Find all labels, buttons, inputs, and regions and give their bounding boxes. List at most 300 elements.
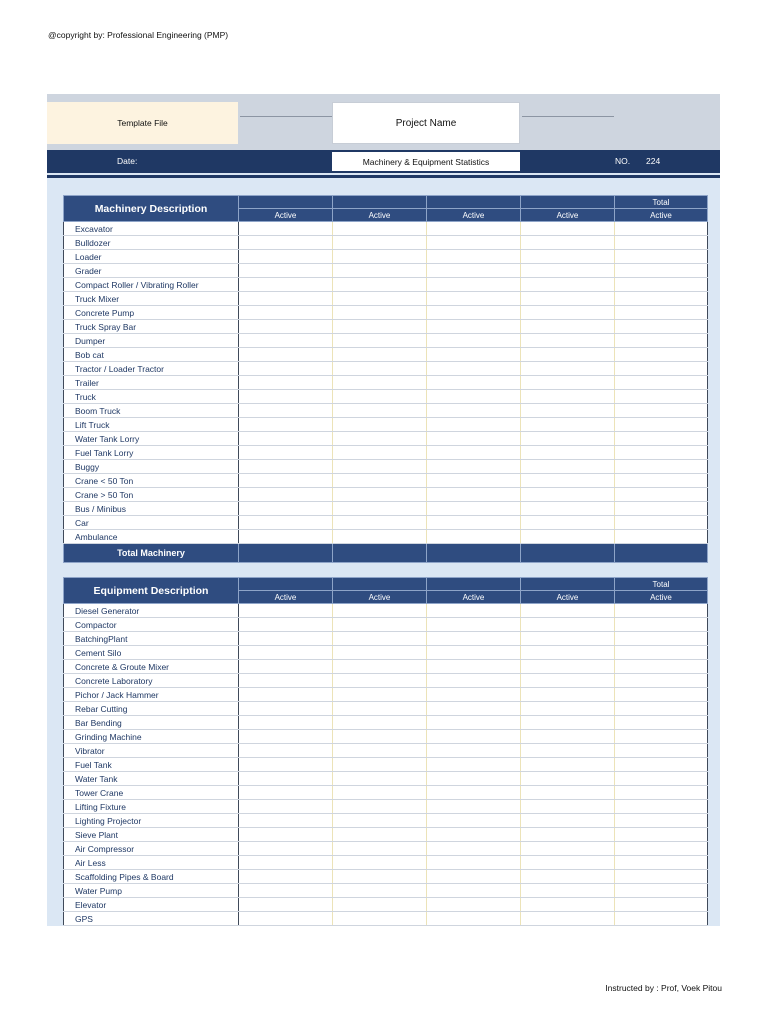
active-cell[interactable] bbox=[239, 744, 333, 758]
table-row bbox=[64, 306, 708, 320]
active-cell[interactable] bbox=[521, 660, 615, 674]
active-cell[interactable] bbox=[333, 884, 427, 898]
active-cell[interactable] bbox=[239, 530, 333, 544]
active-cell[interactable] bbox=[333, 348, 427, 362]
active-cell[interactable] bbox=[521, 884, 615, 898]
active-cell[interactable] bbox=[333, 758, 427, 772]
total-cell[interactable] bbox=[427, 544, 521, 563]
total-active-cell[interactable] bbox=[615, 278, 708, 292]
active-cell[interactable] bbox=[333, 446, 427, 460]
active-cell[interactable] bbox=[427, 842, 521, 856]
active-cell[interactable] bbox=[239, 912, 333, 926]
total-active-cell[interactable] bbox=[615, 404, 708, 418]
total-active-cell[interactable] bbox=[615, 488, 708, 502]
template-file-cell[interactable]: Template File bbox=[47, 102, 238, 144]
active-cell[interactable] bbox=[333, 800, 427, 814]
active-cell[interactable] bbox=[521, 744, 615, 758]
active-header: Active bbox=[521, 591, 615, 604]
total-active-cell[interactable] bbox=[615, 856, 708, 870]
active-cell[interactable] bbox=[427, 856, 521, 870]
row-description: Lifting Fixture bbox=[64, 800, 239, 814]
active-cell[interactable] bbox=[521, 348, 615, 362]
active-cell[interactable] bbox=[427, 264, 521, 278]
date-label: Date: bbox=[117, 156, 138, 166]
active-cell[interactable] bbox=[521, 702, 615, 716]
table-row bbox=[64, 646, 708, 660]
active-cell[interactable] bbox=[521, 222, 615, 236]
total-active-cell[interactable] bbox=[615, 758, 708, 772]
active-cell[interactable] bbox=[239, 404, 333, 418]
row-description: Scaffolding Pipes & Board bbox=[64, 870, 239, 884]
active-cell[interactable] bbox=[239, 632, 333, 646]
active-cell[interactable] bbox=[239, 390, 333, 404]
total-cell[interactable] bbox=[333, 544, 427, 563]
active-cell[interactable] bbox=[521, 842, 615, 856]
active-cell[interactable] bbox=[239, 674, 333, 688]
active-cell[interactable] bbox=[333, 264, 427, 278]
active-cell[interactable] bbox=[333, 418, 427, 432]
total-active-cell[interactable] bbox=[615, 842, 708, 856]
active-cell[interactable] bbox=[333, 898, 427, 912]
active-cell[interactable] bbox=[521, 292, 615, 306]
active-cell[interactable] bbox=[521, 646, 615, 660]
active-cell[interactable] bbox=[333, 488, 427, 502]
row-description: Bulldozer bbox=[64, 236, 239, 250]
active-cell[interactable] bbox=[521, 618, 615, 632]
row-description: Dumper bbox=[64, 334, 239, 348]
active-cell[interactable] bbox=[239, 460, 333, 474]
active-cell[interactable] bbox=[521, 306, 615, 320]
active-cell[interactable] bbox=[333, 814, 427, 828]
active-cell[interactable] bbox=[427, 814, 521, 828]
active-cell[interactable] bbox=[521, 264, 615, 278]
active-cell[interactable] bbox=[239, 842, 333, 856]
active-cell[interactable] bbox=[427, 702, 521, 716]
active-cell[interactable] bbox=[239, 376, 333, 390]
active-cell[interactable] bbox=[239, 716, 333, 730]
row-description: Rebar Cutting bbox=[64, 702, 239, 716]
active-cell[interactable] bbox=[333, 432, 427, 446]
active-cell[interactable] bbox=[239, 646, 333, 660]
row-description: Lift Truck bbox=[64, 418, 239, 432]
active-cell[interactable] bbox=[427, 502, 521, 516]
active-cell[interactable] bbox=[333, 516, 427, 530]
active-cell[interactable] bbox=[239, 348, 333, 362]
total-active-cell[interactable] bbox=[615, 772, 708, 786]
header-cell bbox=[521, 578, 615, 591]
active-cell[interactable] bbox=[427, 828, 521, 842]
active-cell[interactable] bbox=[521, 786, 615, 800]
active-cell[interactable] bbox=[521, 376, 615, 390]
row-description: Loader bbox=[64, 250, 239, 264]
total-active-cell[interactable] bbox=[615, 828, 708, 842]
active-cell[interactable] bbox=[427, 432, 521, 446]
table-row bbox=[64, 842, 708, 856]
row-description: Compact Roller / Vibrating Roller bbox=[64, 278, 239, 292]
active-cell[interactable] bbox=[239, 800, 333, 814]
active-cell[interactable] bbox=[239, 488, 333, 502]
table-row bbox=[64, 418, 708, 432]
active-cell[interactable] bbox=[239, 502, 333, 516]
total-active-cell[interactable] bbox=[615, 446, 708, 460]
row-description: Sieve Plant bbox=[64, 828, 239, 842]
active-cell[interactable] bbox=[521, 758, 615, 772]
active-cell[interactable] bbox=[521, 474, 615, 488]
active-cell[interactable] bbox=[521, 800, 615, 814]
total-active-cell[interactable] bbox=[615, 744, 708, 758]
table-row bbox=[64, 660, 708, 674]
total-active-cell[interactable] bbox=[615, 222, 708, 236]
total-active-cell[interactable] bbox=[615, 660, 708, 674]
active-cell[interactable] bbox=[239, 474, 333, 488]
total-active-cell[interactable] bbox=[615, 870, 708, 884]
active-cell[interactable] bbox=[521, 828, 615, 842]
active-cell[interactable] bbox=[333, 716, 427, 730]
active-cell[interactable] bbox=[427, 912, 521, 926]
table-row bbox=[64, 702, 708, 716]
active-cell[interactable] bbox=[239, 222, 333, 236]
active-cell[interactable] bbox=[427, 516, 521, 530]
active-cell[interactable] bbox=[427, 376, 521, 390]
table-row bbox=[64, 898, 708, 912]
active-cell[interactable] bbox=[239, 334, 333, 348]
table-row bbox=[64, 404, 708, 418]
active-cell[interactable] bbox=[427, 898, 521, 912]
active-cell[interactable] bbox=[239, 604, 333, 618]
active-cell[interactable] bbox=[239, 264, 333, 278]
active-cell[interactable] bbox=[521, 516, 615, 530]
row-description: Diesel Generator bbox=[64, 604, 239, 618]
row-description: Fuel Tank Lorry bbox=[64, 446, 239, 460]
active-cell[interactable] bbox=[521, 856, 615, 870]
active-cell[interactable] bbox=[333, 842, 427, 856]
total-active-cell[interactable] bbox=[615, 730, 708, 744]
active-cell[interactable] bbox=[239, 362, 333, 376]
row-description: Crane > 50 Ton bbox=[64, 488, 239, 502]
active-cell[interactable] bbox=[333, 362, 427, 376]
active-cell[interactable] bbox=[333, 250, 427, 264]
total-active-cell[interactable] bbox=[615, 306, 708, 320]
active-cell[interactable] bbox=[239, 278, 333, 292]
active-cell[interactable] bbox=[521, 772, 615, 786]
instructor-credit: Instructed by : Prof, Voek Pitou bbox=[605, 983, 722, 993]
row-description: Bus / Minibus bbox=[64, 502, 239, 516]
active-cell[interactable] bbox=[427, 758, 521, 772]
active-cell[interactable] bbox=[521, 404, 615, 418]
active-cell[interactable] bbox=[333, 334, 427, 348]
table-row bbox=[64, 460, 708, 474]
active-cell[interactable] bbox=[427, 292, 521, 306]
active-cell[interactable] bbox=[333, 404, 427, 418]
active-cell[interactable] bbox=[239, 446, 333, 460]
total-active-cell[interactable] bbox=[615, 716, 708, 730]
active-cell[interactable] bbox=[521, 432, 615, 446]
table-row bbox=[64, 278, 708, 292]
total-cell[interactable] bbox=[615, 544, 708, 563]
total-active-cell[interactable] bbox=[615, 884, 708, 898]
active-cell[interactable] bbox=[333, 646, 427, 660]
active-cell[interactable] bbox=[333, 474, 427, 488]
copyright-text: @copyright by: Professional Engineering (PMP) bbox=[48, 30, 229, 40]
table-row bbox=[64, 800, 708, 814]
active-cell[interactable] bbox=[239, 660, 333, 674]
total-header: Total bbox=[615, 578, 708, 591]
total-active-cell[interactable] bbox=[615, 800, 708, 814]
active-cell[interactable] bbox=[239, 236, 333, 250]
total-active-cell[interactable] bbox=[615, 264, 708, 278]
active-cell[interactable] bbox=[521, 390, 615, 404]
machinery-description-header: Machinery Description bbox=[64, 196, 239, 222]
active-cell[interactable] bbox=[521, 502, 615, 516]
active-cell[interactable] bbox=[333, 674, 427, 688]
active-cell[interactable] bbox=[427, 334, 521, 348]
table-row bbox=[64, 516, 708, 530]
active-cell[interactable] bbox=[239, 870, 333, 884]
row-description: Bar Bending bbox=[64, 716, 239, 730]
active-cell[interactable] bbox=[427, 604, 521, 618]
top-band bbox=[47, 94, 720, 150]
row-description: Grinding Machine bbox=[64, 730, 239, 744]
active-cell[interactable] bbox=[521, 632, 615, 646]
active-cell[interactable] bbox=[521, 320, 615, 334]
total-active-cell[interactable] bbox=[615, 390, 708, 404]
active-cell[interactable] bbox=[427, 674, 521, 688]
active-cell[interactable] bbox=[521, 278, 615, 292]
total-active-cell[interactable] bbox=[615, 530, 708, 544]
active-header: Active bbox=[239, 209, 333, 222]
total-active-cell[interactable] bbox=[615, 632, 708, 646]
active-cell[interactable] bbox=[239, 884, 333, 898]
active-cell[interactable] bbox=[333, 618, 427, 632]
table-row bbox=[64, 292, 708, 306]
total-active-cell[interactable] bbox=[615, 236, 708, 250]
active-cell[interactable] bbox=[239, 618, 333, 632]
row-description: GPS bbox=[64, 912, 239, 926]
active-cell[interactable] bbox=[333, 320, 427, 334]
active-cell[interactable] bbox=[521, 688, 615, 702]
active-cell[interactable] bbox=[239, 758, 333, 772]
project-name-cell[interactable]: Project Name bbox=[332, 102, 520, 144]
active-cell[interactable] bbox=[239, 516, 333, 530]
active-cell[interactable] bbox=[521, 870, 615, 884]
active-cell[interactable] bbox=[333, 772, 427, 786]
active-cell[interactable] bbox=[427, 446, 521, 460]
total-active-cell[interactable] bbox=[615, 646, 708, 660]
active-cell[interactable] bbox=[239, 702, 333, 716]
active-cell[interactable] bbox=[521, 730, 615, 744]
total-active-cell[interactable] bbox=[615, 348, 708, 362]
active-cell[interactable] bbox=[521, 814, 615, 828]
active-cell[interactable] bbox=[521, 236, 615, 250]
total-active-cell[interactable] bbox=[615, 362, 708, 376]
active-cell[interactable] bbox=[427, 660, 521, 674]
active-cell[interactable] bbox=[239, 730, 333, 744]
active-cell[interactable] bbox=[427, 390, 521, 404]
active-cell[interactable] bbox=[333, 460, 427, 474]
active-cell[interactable] bbox=[333, 702, 427, 716]
active-cell[interactable] bbox=[333, 912, 427, 926]
active-cell[interactable] bbox=[427, 278, 521, 292]
active-cell[interactable] bbox=[427, 730, 521, 744]
active-cell[interactable] bbox=[239, 306, 333, 320]
total-active-cell[interactable] bbox=[615, 912, 708, 926]
active-cell[interactable] bbox=[427, 320, 521, 334]
active-cell[interactable] bbox=[521, 362, 615, 376]
total-cell[interactable] bbox=[521, 544, 615, 563]
active-cell[interactable] bbox=[333, 828, 427, 842]
active-cell[interactable] bbox=[427, 460, 521, 474]
active-cell[interactable] bbox=[427, 884, 521, 898]
total-active-cell[interactable] bbox=[615, 250, 708, 264]
total-active-cell[interactable] bbox=[615, 674, 708, 688]
total-active-cell[interactable] bbox=[615, 786, 708, 800]
active-cell[interactable] bbox=[333, 744, 427, 758]
active-cell[interactable] bbox=[239, 292, 333, 306]
active-cell[interactable] bbox=[521, 446, 615, 460]
table-row bbox=[64, 856, 708, 870]
number-value[interactable]: 224 bbox=[646, 156, 661, 166]
active-cell[interactable] bbox=[239, 320, 333, 334]
total-active-cell[interactable] bbox=[615, 334, 708, 348]
active-cell[interactable] bbox=[239, 418, 333, 432]
active-cell[interactable] bbox=[521, 418, 615, 432]
divider-line bbox=[240, 116, 332, 117]
machinery-table bbox=[63, 195, 708, 563]
active-cell[interactable] bbox=[521, 530, 615, 544]
active-cell[interactable] bbox=[239, 856, 333, 870]
active-cell[interactable] bbox=[427, 646, 521, 660]
total-active-cell[interactable] bbox=[615, 320, 708, 334]
table-row bbox=[64, 362, 708, 376]
row-description: Truck Mixer bbox=[64, 292, 239, 306]
total-active-cell[interactable] bbox=[615, 292, 708, 306]
active-cell[interactable] bbox=[427, 250, 521, 264]
active-cell[interactable] bbox=[239, 432, 333, 446]
active-cell[interactable] bbox=[333, 222, 427, 236]
active-cell[interactable] bbox=[521, 250, 615, 264]
active-cell[interactable] bbox=[427, 772, 521, 786]
active-cell[interactable] bbox=[333, 632, 427, 646]
active-cell[interactable] bbox=[427, 786, 521, 800]
total-active-cell[interactable] bbox=[615, 516, 708, 530]
total-machinery-row bbox=[64, 544, 708, 563]
total-active-cell[interactable] bbox=[615, 702, 708, 716]
active-cell[interactable] bbox=[427, 632, 521, 646]
active-cell[interactable] bbox=[521, 912, 615, 926]
active-cell[interactable] bbox=[521, 716, 615, 730]
active-cell[interactable] bbox=[333, 306, 427, 320]
active-cell[interactable] bbox=[333, 730, 427, 744]
total-active-cell[interactable] bbox=[615, 898, 708, 912]
active-cell[interactable] bbox=[333, 856, 427, 870]
machinery-header-top bbox=[64, 196, 708, 209]
active-header: Active bbox=[521, 209, 615, 222]
active-cell[interactable] bbox=[333, 292, 427, 306]
total-active-cell[interactable] bbox=[615, 688, 708, 702]
number-label: NO. bbox=[615, 156, 631, 166]
active-cell[interactable] bbox=[427, 800, 521, 814]
active-cell[interactable] bbox=[427, 404, 521, 418]
active-cell[interactable] bbox=[427, 870, 521, 884]
active-cell[interactable] bbox=[427, 474, 521, 488]
active-cell[interactable] bbox=[333, 376, 427, 390]
active-cell[interactable] bbox=[427, 418, 521, 432]
active-cell[interactable] bbox=[521, 898, 615, 912]
total-active-cell[interactable] bbox=[615, 432, 708, 446]
table-row bbox=[64, 814, 708, 828]
table-row bbox=[64, 432, 708, 446]
active-cell[interactable] bbox=[333, 604, 427, 618]
total-active-cell[interactable] bbox=[615, 618, 708, 632]
total-active-cell[interactable] bbox=[615, 604, 708, 618]
table-row bbox=[64, 446, 708, 460]
active-cell[interactable] bbox=[521, 460, 615, 474]
table-row bbox=[64, 264, 708, 278]
total-cell[interactable] bbox=[239, 544, 333, 563]
total-active-cell[interactable] bbox=[615, 418, 708, 432]
active-cell[interactable] bbox=[521, 488, 615, 502]
active-header: Active bbox=[333, 209, 427, 222]
active-cell[interactable] bbox=[521, 334, 615, 348]
active-cell[interactable] bbox=[333, 502, 427, 516]
active-cell[interactable] bbox=[333, 870, 427, 884]
table-row bbox=[64, 674, 708, 688]
active-cell[interactable] bbox=[427, 348, 521, 362]
total-active-cell[interactable] bbox=[615, 502, 708, 516]
total-active-cell[interactable] bbox=[615, 460, 708, 474]
row-description: Lighting Projector bbox=[64, 814, 239, 828]
total-active-cell[interactable] bbox=[615, 474, 708, 488]
active-cell[interactable] bbox=[333, 530, 427, 544]
active-cell[interactable] bbox=[239, 786, 333, 800]
table-row bbox=[64, 376, 708, 390]
row-description: Trailer bbox=[64, 376, 239, 390]
active-cell[interactable] bbox=[333, 786, 427, 800]
active-cell[interactable] bbox=[427, 488, 521, 502]
active-cell[interactable] bbox=[521, 604, 615, 618]
active-cell[interactable] bbox=[239, 772, 333, 786]
active-cell[interactable] bbox=[427, 222, 521, 236]
active-cell[interactable] bbox=[239, 898, 333, 912]
row-description: Water Tank Lorry bbox=[64, 432, 239, 446]
table-row bbox=[64, 884, 708, 898]
total-active-cell[interactable] bbox=[615, 814, 708, 828]
total-active-cell[interactable] bbox=[615, 376, 708, 390]
separator-band bbox=[47, 175, 720, 178]
active-cell[interactable] bbox=[427, 744, 521, 758]
row-description: Crane < 50 Ton bbox=[64, 474, 239, 488]
active-cell[interactable] bbox=[239, 814, 333, 828]
active-cell[interactable] bbox=[427, 236, 521, 250]
active-cell[interactable] bbox=[333, 660, 427, 674]
active-cell[interactable] bbox=[333, 236, 427, 250]
active-cell[interactable] bbox=[333, 688, 427, 702]
row-description: Pichor / Jack Hammer bbox=[64, 688, 239, 702]
table-row bbox=[64, 772, 708, 786]
active-cell[interactable] bbox=[521, 674, 615, 688]
active-cell[interactable] bbox=[427, 688, 521, 702]
active-cell[interactable] bbox=[427, 618, 521, 632]
active-cell[interactable] bbox=[427, 306, 521, 320]
active-cell[interactable] bbox=[333, 390, 427, 404]
active-cell[interactable] bbox=[239, 250, 333, 264]
active-cell[interactable] bbox=[333, 278, 427, 292]
active-cell[interactable] bbox=[427, 530, 521, 544]
active-cell[interactable] bbox=[239, 828, 333, 842]
active-cell[interactable] bbox=[427, 716, 521, 730]
active-cell[interactable] bbox=[427, 362, 521, 376]
active-cell[interactable] bbox=[239, 688, 333, 702]
